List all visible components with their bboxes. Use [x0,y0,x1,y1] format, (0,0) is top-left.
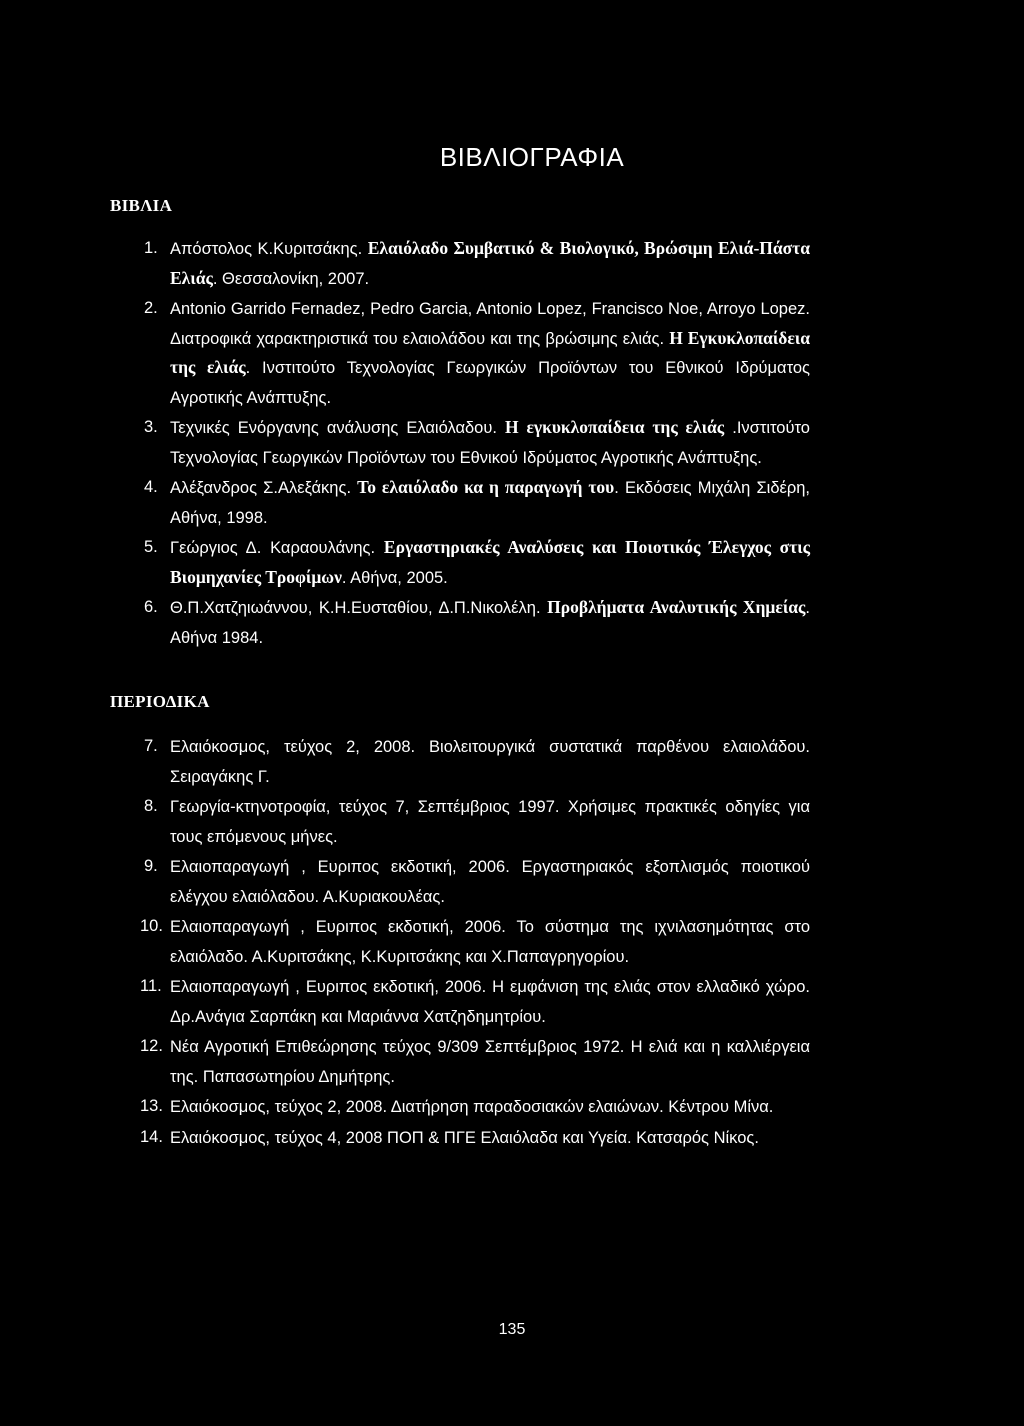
entry-number: 13. [140,1097,163,1115]
entry-text: Ελαιοπαραγωγή , Ευριπος εκδοτική, 2006. Το σύστημα της ιχνιλασημότητας στο ελαιόλαδο. Α.Κυριτσάκης, Κ.Κυριτσάκης και Χ.Παπαγρηγορίου. [170,918,810,966]
bibliography-entry [144,792,810,851]
bibliography-entry [144,533,810,592]
section-heading-periodicals: ΠΕΡΙΟΔΙΚΑ [110,692,210,711]
entry-text: Γεώργιος Δ. Καραουλάνης. [170,539,384,557]
entry-text: Ελαιόκοσμος, τεύχος 2, 2008. Βιολειτουργικά συστατικά παρθένου ελαιολάδου. Σειραγάκης Γ. [170,738,810,786]
entry-text: . Αθήνα 1984. [170,599,810,647]
books-list [144,234,811,653]
entry-text: Ελαιοπαραγωγή , Ευριπος εκδοτική, 2006. Η εμφάνιση της ελιάς στον ελλαδικό χώρο. Δρ.Ανάγια Σαρπάκη και Μαριάννα Χατζηδημητρίου. [170,978,810,1026]
entry-number: 2. [144,299,158,317]
entry-title: Εργαστηριακές Αναλύσεις και Ποιοτικός Έλεγχος στις Βιομηχανίες Τροφίμων [170,537,810,587]
entry-title: Η εγκυκλοπαίδεια της ελιάς [505,417,725,437]
entry-text: .Ινστιτούτο Τεχνολογίας Γεωργικών Προϊόντων του Εθνικού Ιδρύματος Αγροτικής Ανάπτυξης. [170,419,810,467]
entry-number: 1. [144,239,158,257]
entry-text: . Ινστιτούτο Τεχνολογίας Γεωργικών Προϊόντων του Εθνικού Ιδρύματος Αγροτικής Ανάπτυξης. [170,359,810,407]
entry-number: 9. [144,857,158,875]
bibliography-entry [140,972,810,1031]
section-heading-books: ΒΙΒΛΙΑ [110,196,173,215]
bibliography-entry [144,732,810,791]
entry-number: 7. [144,737,158,755]
bibliography-entry [140,1032,810,1091]
entry-text: . Αθήνα, 2005. [341,568,448,587]
page-number: 135 [498,1321,526,1338]
bibliography-entry [144,294,810,412]
bibliography-entry [140,1092,810,1122]
entry-number: 11. [140,977,162,995]
entry-number: 14. [140,1127,163,1146]
entry-number: 8. [144,797,158,815]
entry-number: 3. [144,418,158,436]
entry-text: Νέα Αγροτική Επιθεώρησης τεύχος 9/309 Σεπτέμβριος 1972. Η ελιά και η καλλιέργεια της. Παπασωτηρίου Δημήτρης. [170,1038,810,1086]
page-title: ΒΙΒΛΙΟΓΡΑΦΙΑ [439,142,625,172]
entry-text: Ελαιόκοσμος, τεύχος 2, 2008. Διατήρηση παραδοσιακών ελαιώνων. Κέντρου Μίνα. [170,1098,774,1116]
entry-text: Γεωργία-κτηνοτροφία, τεύχος 7, Σεπτέμβριος 1997. Χρήσιμες πρακτικές οδηγίες για τους επόμενους μήνες. [170,798,810,846]
entry-text: Αλέξανδρος Σ.Αλεξάκης. [170,479,358,497]
bibliography-entry [144,593,810,652]
entry-text: Ελαιόκοσμος, τεύχος 4, 2008 ΠΟΠ & ΠΓΕ Ελαιόλαδα και Υγεία. Κατσαρός Νίκος. [170,1128,759,1147]
periodicals-list [140,732,810,1153]
entry-title: Το ελαιόλαδο κα η παραγωγή του [357,477,615,497]
entry-text: Απόστολος Κ.Κυριτσάκης. [170,240,368,258]
bibliography-entry [144,852,810,911]
entry-text: . Εκδόσεις Μιχάλη Σιδέρη, Αθήνα, 1998. [170,479,811,527]
entry-number: 10. [140,917,163,935]
entry-text: Θ.Π.Χατζηιωάννου, Κ.Η.Ευσταθίου, Δ.Π.Νικολέλη. [170,599,548,617]
entry-number: 12. [140,1037,163,1055]
entry-number: 5. [144,538,158,556]
entry-title: Ελαιόλαδο Συμβατικό & Βιολογικό, Βρώσιμη Ελιά-Πάστα Ελιάς [170,238,810,288]
bibliography-entry [140,912,810,971]
entry-text: Antonio Garrido Fernadez, Pedro Garcia, Antonio Lopez, Francisco Noe, Arroyo Lopez. Διατροφικά χαρακτηριστικά του ελαιολάδου και της βρώσιμης ελιάς. [170,300,810,348]
entry-text: . Θεσσαλονίκη, 2007. [212,269,370,288]
bibliography-entry [140,1123,810,1153]
bibliography-entry [144,473,811,532]
entry-text: Τεχνικές Ενόργανης ανάλυσης Ελαιόλαδου. [170,419,505,437]
bibliography-entry [144,413,810,472]
entry-text: Ελαιοπαραγωγή , Ευριπος εκδοτική, 2006. Εργαστηριακός εξοπλισμός ποιοτικού ελέγχου ελαιόλαδου. Α.Κυριακουλέας. [170,858,810,906]
bibliography-entry [144,234,810,293]
entry-title: Η Εγκυκλοπαίδεια της ελιάς [170,327,810,377]
entry-title: Προβλήματα Αναλυτικής Χημείας [547,597,806,617]
entry-number: 6. [144,598,158,616]
entry-number: 4. [144,478,158,496]
